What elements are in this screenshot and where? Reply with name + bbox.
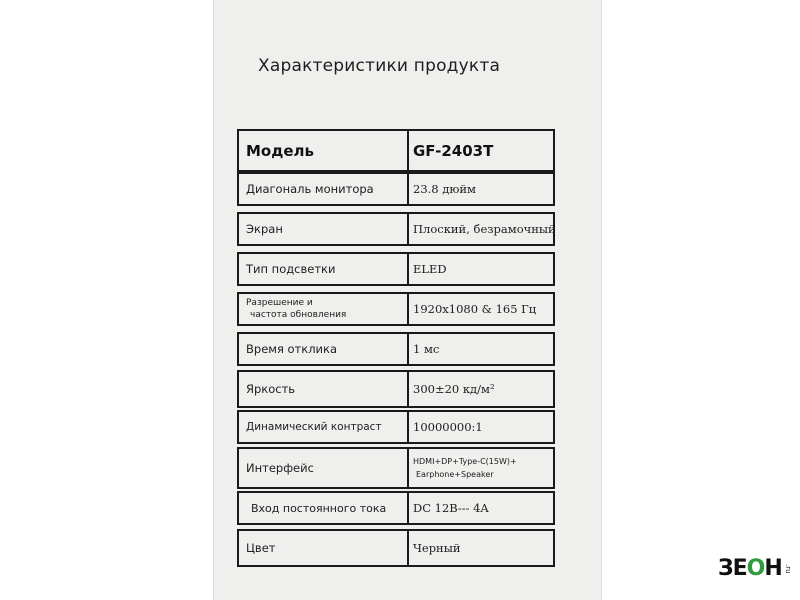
column-divider	[407, 131, 409, 170]
spec-label-line: частота обновления	[250, 310, 347, 320]
spec-value-line: Earphone+Speaker	[416, 470, 494, 479]
column-divider	[407, 334, 409, 364]
spec-value: 1920x1080 & 165 Гц	[413, 302, 537, 316]
spec-row-color	[237, 529, 555, 567]
spec-row-screen	[237, 212, 555, 246]
column-divider	[407, 531, 409, 565]
spec-value: 23.8 дюйм	[413, 182, 476, 196]
spec-row-contrast	[237, 410, 555, 444]
spec-row-interface	[237, 447, 555, 489]
spec-row-brightness	[237, 370, 555, 408]
column-divider	[407, 449, 409, 487]
spec-row-backlight	[237, 252, 555, 286]
spec-value: 300±20 кд/м²	[413, 382, 495, 396]
spec-label: Тип подсветки	[246, 262, 336, 276]
page-title: Характеристики продукта	[258, 56, 501, 76]
spec-row-model	[237, 129, 555, 172]
column-divider	[407, 214, 409, 244]
spec-row-resolution	[237, 292, 555, 326]
column-divider	[407, 372, 409, 406]
spec-label: Время отклика	[246, 342, 338, 356]
spec-value: DC 12В--- 4A	[413, 501, 489, 515]
spec-label: Диагональ монитора	[246, 182, 374, 196]
spec-label: Динамический контраст	[246, 421, 382, 433]
column-divider	[407, 493, 409, 523]
logo-tld: .ru	[783, 563, 792, 574]
column-divider	[407, 254, 409, 284]
spec-value-line: HDMI+DP+Type-C(15W)+	[413, 457, 517, 466]
spec-row-dc-input	[237, 491, 555, 525]
spec-row-response-time	[237, 332, 555, 366]
column-divider	[407, 412, 409, 442]
column-divider	[407, 294, 409, 324]
spec-label	[246, 294, 404, 324]
spec-label: Вход постоянного тока	[251, 501, 387, 515]
spec-value: 10000000:1	[413, 420, 483, 434]
zeon-logo	[718, 556, 792, 581]
spec-value: Черный	[413, 541, 461, 555]
spec-label: Интерфейс	[246, 461, 314, 475]
spec-value: GF-2403T	[413, 141, 494, 160]
spec-label-line: Разрешение и	[246, 298, 313, 308]
spec-label: Цвет	[246, 541, 276, 555]
spec-value	[413, 449, 553, 487]
spec-label: Модель	[246, 141, 314, 160]
spec-value: 1 мс	[413, 342, 440, 356]
spec-label: Экран	[246, 222, 283, 236]
column-divider	[407, 174, 409, 204]
spec-label: Яркость	[246, 382, 296, 396]
spec-value: Плоский, безрамочный	[413, 222, 556, 236]
spec-row-diagonal	[237, 172, 555, 206]
logo-text: ЗЕОН	[718, 556, 782, 581]
spec-value: ELED	[413, 262, 447, 276]
